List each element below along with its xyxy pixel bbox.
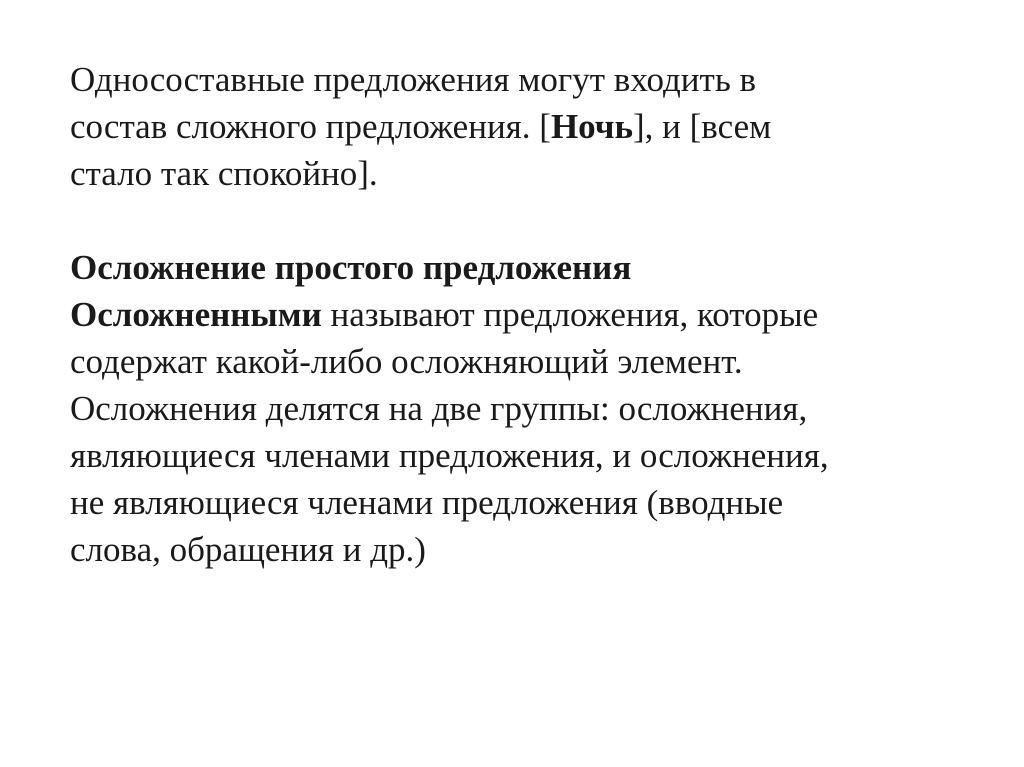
section-heading: Осложнение простого предложения: [70, 248, 632, 287]
text-fragment: ], и [всем: [633, 107, 772, 146]
text-line: Осложнения делятся на две группы: осложнения,: [70, 389, 808, 428]
text-fragment: состав сложного предложения. [: [70, 107, 551, 146]
text-line: содержат какой-либо осложняющий элемент.: [70, 342, 743, 381]
emphasized-word: Ночь: [550, 107, 634, 146]
text-line: Односоставные предложения могут входить в: [70, 60, 757, 99]
text-line: [70, 291, 970, 338]
intro-paragraph: [70, 56, 970, 197]
defined-term: Осложненными: [70, 295, 322, 334]
text-line: стало так спокойно].: [70, 154, 378, 193]
text-line: [70, 103, 970, 150]
text-line: не являющиеся членами предложения (вводные: [70, 483, 784, 522]
text-line: слова, обращения и др.): [70, 530, 426, 569]
text-fragment: называют предложения, которые: [321, 295, 819, 334]
paragraph-gap: [70, 197, 970, 244]
definition-section: [70, 244, 970, 573]
text-line: являющиеся членами предложения, и осложнения,: [70, 436, 829, 475]
slide-content: [70, 56, 970, 573]
